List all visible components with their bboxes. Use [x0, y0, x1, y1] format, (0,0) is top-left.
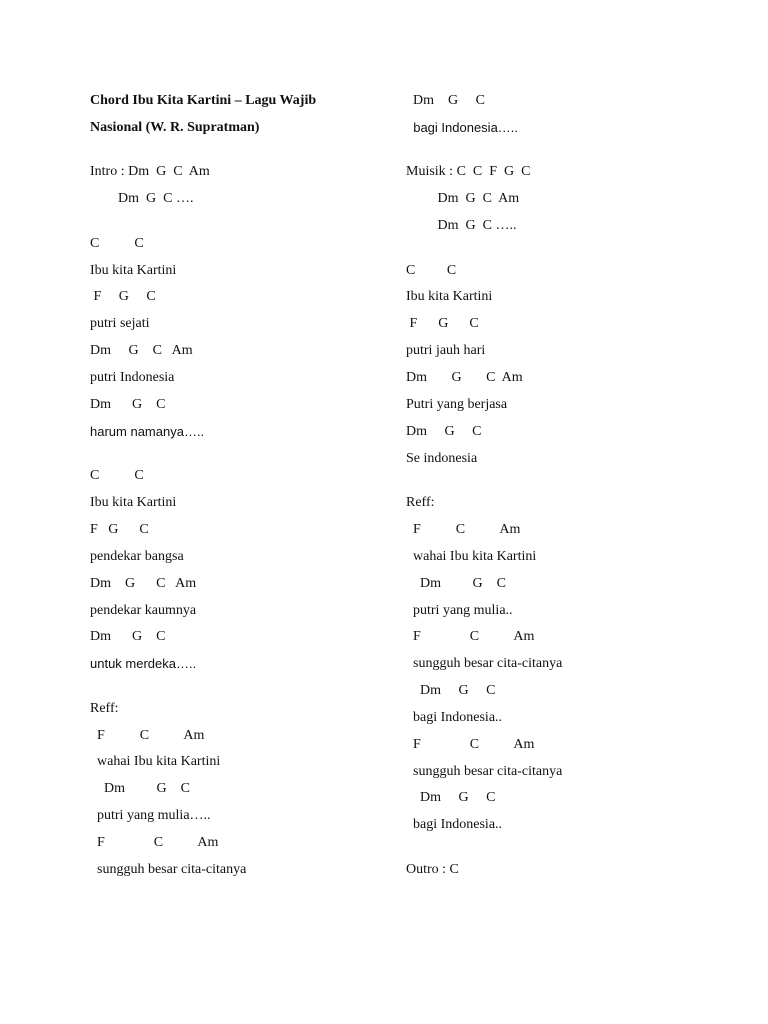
chord-line: Dm G C — [406, 790, 496, 805]
music-chords-2: Dm G C Am — [406, 191, 520, 206]
lyric-line: bagi Indonesia….. — [406, 120, 519, 135]
lyric-line: sungguh besar cita-citanya — [90, 862, 247, 877]
chord-line: Dm G C Am — [90, 576, 197, 591]
lyric-line: putri sejati — [90, 316, 150, 331]
chord-line: Dm G C — [90, 781, 190, 796]
lyric-line: Ibu kita Kartini — [90, 263, 177, 278]
document-title-line-1: Chord Ibu Kita Kartini – Lagu Wajib — [90, 93, 317, 108]
outro-chords: Outro : C — [406, 862, 459, 877]
chord-line: C C — [90, 468, 144, 483]
music-chords: Muisik : C C F G C — [406, 164, 531, 179]
lyric-line: putri Indonesia — [90, 370, 175, 385]
lyric-line: sungguh besar cita-citanya — [406, 656, 563, 671]
lyric-line: bagi Indonesia.. — [406, 710, 503, 725]
chord-line: F C Am — [406, 629, 535, 644]
chord-line: Dm G C — [406, 683, 496, 698]
section-label-reff: Reff: — [90, 701, 119, 716]
intro-chords: Intro : Dm G C Am — [90, 164, 210, 179]
chord-line: F G C — [90, 522, 149, 537]
lyric-line: Ibu kita Kartini — [406, 289, 493, 304]
chord-line: F C Am — [90, 728, 205, 743]
chord-line: Dm G C — [406, 93, 485, 108]
lyric-line: putri jauh hari — [406, 343, 486, 358]
chord-line: F C Am — [406, 522, 521, 537]
lyric-line: untuk merdeka….. — [90, 656, 197, 671]
chord-line: Dm G C — [406, 424, 482, 439]
lyric-line: wahai Ibu kita Kartini — [406, 549, 537, 564]
lyric-line: pendekar bangsa — [90, 549, 184, 564]
chord-line: Dm G C — [90, 629, 166, 644]
lyric-line: wahai Ibu kita Kartini — [90, 754, 221, 769]
chord-line: Dm G C — [90, 397, 166, 412]
lyric-line: Se indonesia — [406, 451, 478, 466]
lyric-line: Putri yang berjasa — [406, 397, 508, 412]
chord-line: Dm G C — [406, 576, 506, 591]
lyric-line: sungguh besar cita-citanya — [406, 764, 563, 779]
lyric-line: putri yang mulia….. — [90, 808, 211, 823]
intro-chords-2: Dm G C …. — [90, 191, 194, 206]
lyric-line: putri yang mulia.. — [406, 603, 513, 618]
lyric-line: Ibu kita Kartini — [90, 495, 177, 510]
document-title-line-2: Nasional (W. R. Supratman) — [90, 120, 260, 135]
chord-line: F G C — [90, 289, 156, 304]
chord-line: C C — [90, 236, 144, 251]
section-label-reff: Reff: — [406, 495, 435, 510]
chord-line: Dm G C Am — [406, 370, 523, 385]
lyric-line: harum namanya….. — [90, 424, 205, 439]
music-chords-3: Dm G C ….. — [406, 218, 517, 233]
lyric-line: bagi Indonesia.. — [406, 817, 503, 832]
chord-line: Dm G C Am — [90, 343, 193, 358]
chord-line: F G C — [406, 316, 479, 331]
chord-line: C C — [406, 263, 457, 278]
chord-line: F C Am — [90, 835, 219, 850]
chord-line: F C Am — [406, 737, 535, 752]
lyric-line: pendekar kaumnya — [90, 603, 197, 618]
